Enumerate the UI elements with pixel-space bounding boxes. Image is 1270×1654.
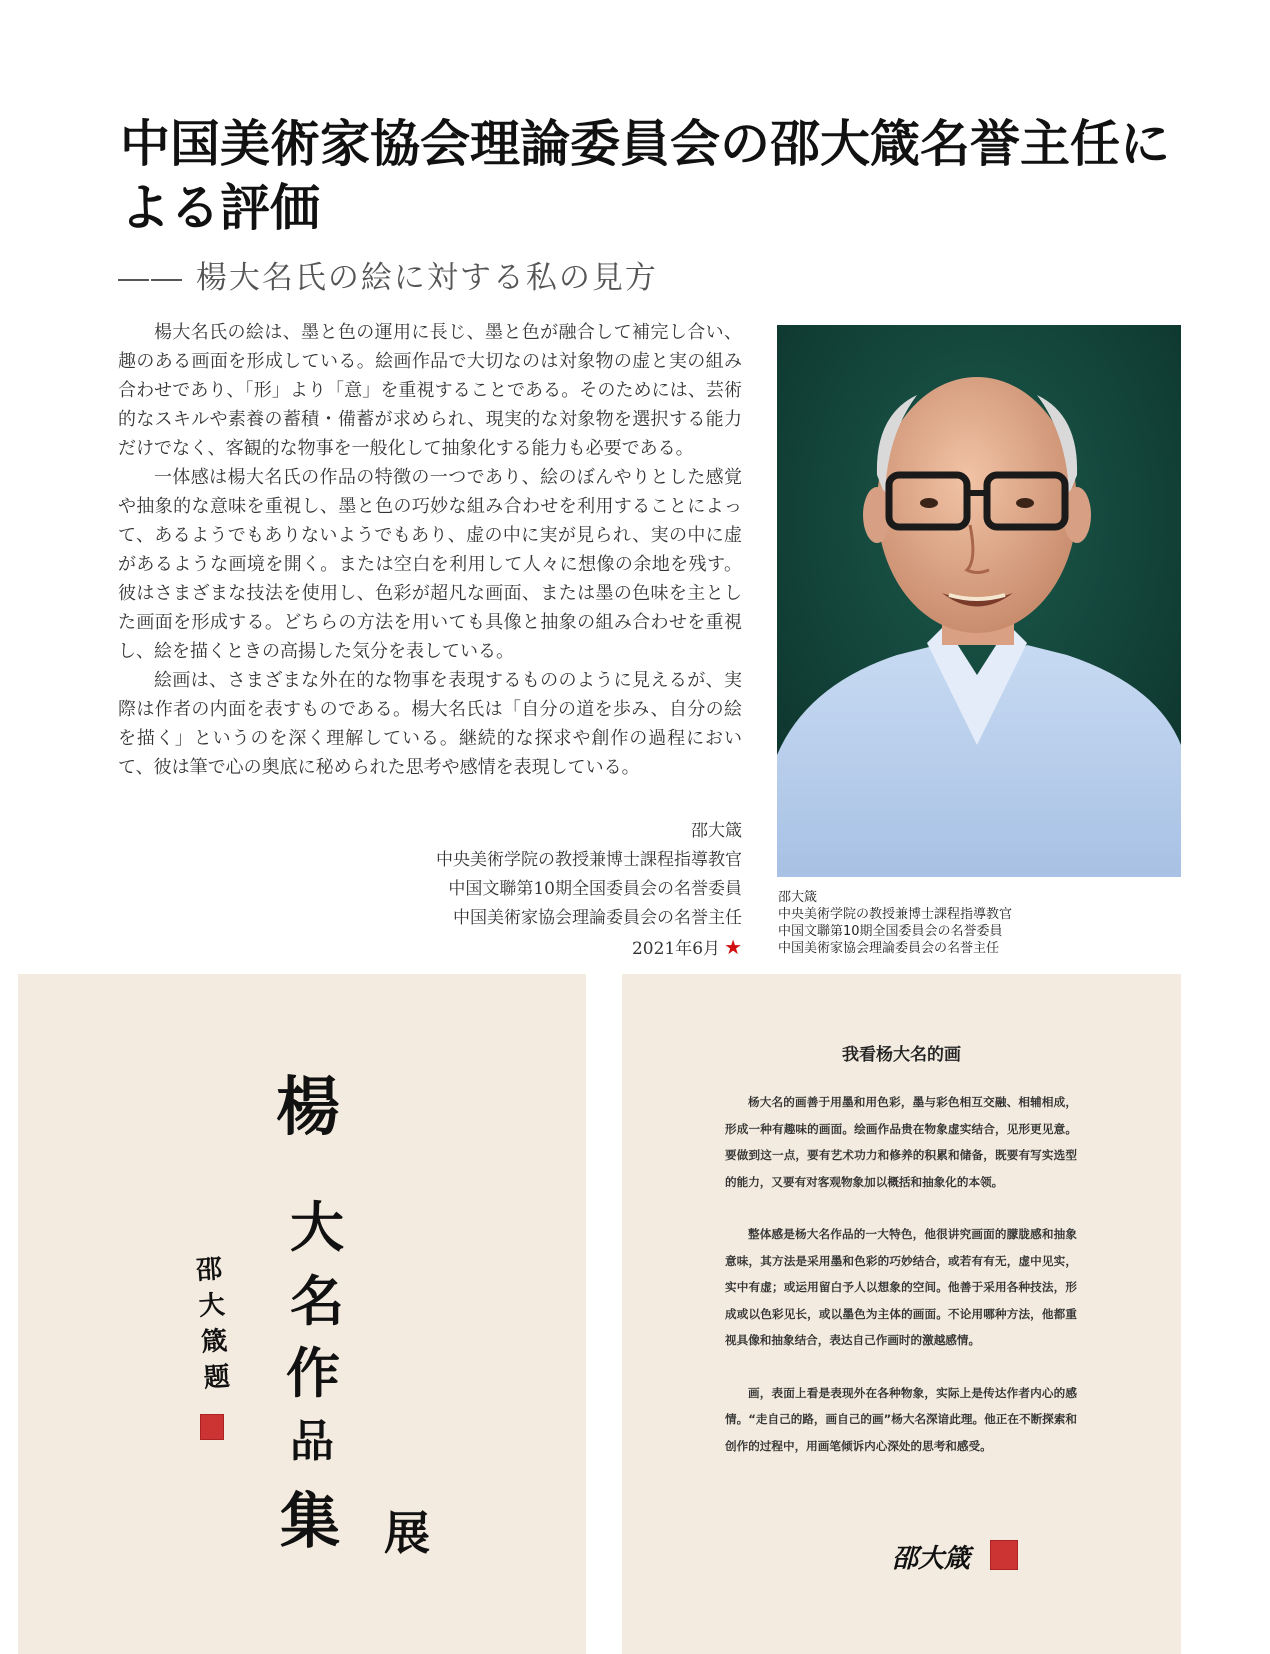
article-paragraph: 楊大名氏の絵は、墨と色の運用に長じ、墨と色が融合して補完し合い、趣のある画面を形成している。絵画作品で大切なのは対象物の虚と実の組み合わせであり、「形」より「意」を重視することである。そのためには、芸術的なスキルや素養の蓄積・備蓄が求められ、現実的な対象物を選択する能力だけでなく、客観的な物事を一般化して抽象化する能力も必要である。	[118, 322, 742, 459]
calligraphy-panel	[18, 974, 586, 1654]
calligraphy-char: 品	[290, 1416, 334, 1467]
calligraphy-char: 楊	[276, 1070, 340, 1145]
caption-line: 中国文聯第10期全国委員会の名誉委員	[778, 924, 1003, 939]
article-signature	[436, 817, 742, 964]
essay-signature: 邵大箴	[892, 1544, 971, 1574]
caption-name: 邵大箴	[778, 890, 818, 905]
page-subtitle: ―― 楊大名氏の絵に対する私の見方	[118, 260, 658, 296]
seal-stamp-icon	[990, 1540, 1018, 1570]
caption-line: 中国美術家協会理論委員会の名誉主任	[778, 941, 1000, 956]
calligraphy-char: 大	[290, 1195, 344, 1259]
article-body	[118, 318, 742, 782]
article-date: 2021年6月	[631, 939, 721, 959]
author-title-3: 中国美術家協会理論委員会の名誉主任	[453, 908, 742, 928]
essay-title: 我看杨大名的画	[842, 1045, 961, 1065]
author-name: 邵大箴	[691, 821, 742, 841]
calligraphy-char: 展	[384, 1506, 430, 1560]
page-title: 中国美術家協会理論委員会の邵大箴名誉主任による評価	[120, 114, 1170, 237]
author-title-2: 中国文聯第10期全国委員会の名誉委員	[448, 879, 742, 899]
article-paragraph: 絵画は、さまざまな外在的な物事を表現するもののように見えるが、実際は作者の内面を表すものである。楊大名氏は「自分の道を歩み、自分の絵を描く」というのを深く理解している。継続的な探求や創作の過程において、彼は筆で心の奥底に秘められた思考や感情を表現している。	[118, 670, 742, 778]
essay-paragraph: 整体感是杨大名作品的一大特色，他很讲究画面的朦胧感和抽象意味，其方法是采用墨和色彩的巧妙结合，或若有有无，虚中见实，实中有虚；或运用留白予人以想象的空间。他善于采用各种技法，形成或以色彩见长，或以墨色为主体的画面。不论用哪种方法，他都重视具像和抽象结合，表达自己作画时的激越感情。	[725, 1227, 1077, 1347]
essay-paragraph: 杨大名的画善于用墨和用色彩，墨与彩色相互交融、相辅相成，形成一种有趣味的画面。绘画作品贵在物象虚实结合，见形更见意。要做到这一点，要有艺术功力和修养的积累和储备，既要有写实选型的能力，又要有对客观物象加以概括和抽象化的本领。	[725, 1095, 1077, 1189]
star-icon: ★	[724, 935, 742, 959]
calligraphy-char: 名	[290, 1269, 344, 1333]
calligraphy-char: 集	[280, 1487, 340, 1557]
portrait-illustration	[777, 325, 1181, 877]
photo-caption	[778, 889, 1012, 957]
caption-line: 中央美術学院の教授兼博士課程指導教官	[778, 907, 1013, 922]
essay-body	[725, 1089, 1077, 1485]
essay-panel	[622, 974, 1181, 1654]
calligraphy-char: 作	[286, 1341, 340, 1405]
author-title-1: 中央美術学院の教授兼博士課程指導教官	[436, 850, 742, 870]
essay-paragraph: 画，表面上看是表现外在各种物象，实际上是传达作者内心的感情。“走自己的路，画自己的画”杨大名深谙此理。他正在不断探索和创作的过程中，用画笔倾诉内心深处的思考和感受。	[725, 1385, 1077, 1453]
portrait-photo	[777, 325, 1181, 877]
calligraphy-signature: 邵大箴题	[195, 1254, 231, 1394]
seal-stamp-icon	[200, 1414, 224, 1440]
article-paragraph: 一体感は楊大名氏の作品の特徴の一つであり、絵のぼんやりとした感覚や抽象的な意味を重視し、墨と色の巧妙な組み合わせを利用することによって、あるようでもありないようでもあり、虚の中に実が見られ、実の中に虚があるような画境を開く。または空白を利用して人々に想像の余地を残す。彼はさまざまな技法を使用し、色彩が超凡な画面、または墨の色味を主とした画面を形成する。どちらの方法を用いても具像と抽象の組み合わせを重視し、絵を描くときの高揚した気分を表している。	[118, 467, 742, 662]
article-date-line	[436, 933, 742, 964]
